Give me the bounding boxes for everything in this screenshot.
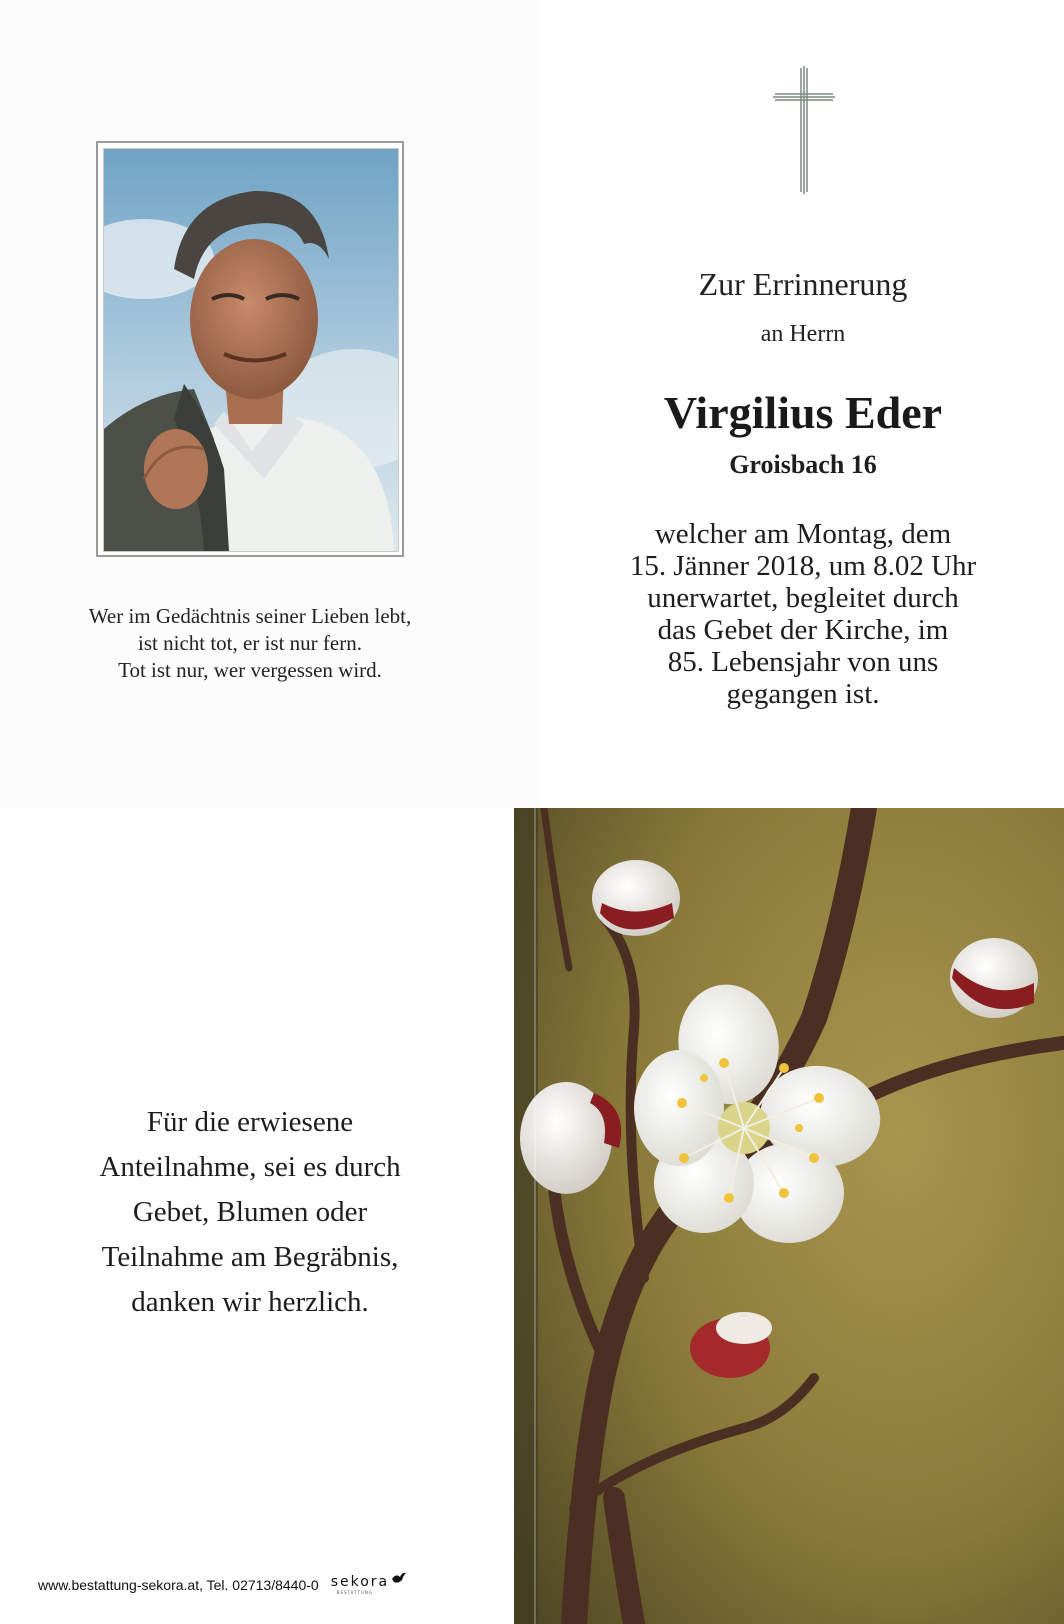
sekora-logo: [331, 1573, 411, 1597]
logo-wordmark: sekora: [330, 1574, 390, 1590]
funeral-home-contact: www.bestattung-sekora.at, Tel. 02713/8440-0: [38, 1577, 319, 1593]
thanks-text: Für die erwiesene Anteilnahme, sei es durch Gebet, Blumen oder Teilnahme am Begräbnis, danken wir herzlich.: [99, 1106, 401, 1318]
fold-line: [534, 808, 536, 1624]
portrait-photo: [103, 148, 399, 552]
deceased-address: Groisbach 16: [729, 450, 877, 479]
footer: [38, 1573, 411, 1597]
death-notice-text: welcher am Montag, dem 15. Jänner 2018, um 8.02 Uhr unerwartet, begleitet durch das Gebet der Kirche, im 85. Lebensjahr von uns gegangen ist.: [629, 518, 977, 710]
quote-text: Wer im Gedächtnis seiner Lieben lebt, ist nicht tot, er ist nur fern. Tot ist nur, wer vergessen wird.: [88, 604, 412, 682]
logo-subtitle: BESTATTUNG: [336, 1590, 373, 1595]
blossom-photo: [514, 808, 1064, 1624]
intro-subtitle: an Herrn: [760, 321, 846, 347]
memorial-quote: [40, 603, 460, 684]
sekora-bird-icon: [391, 1571, 407, 1585]
intro-title: Zur Errinnerung: [698, 266, 908, 302]
portrait-frame: [96, 141, 404, 557]
deceased-name: Virgilius Eder: [663, 387, 943, 438]
cross-icon: [773, 66, 835, 194]
